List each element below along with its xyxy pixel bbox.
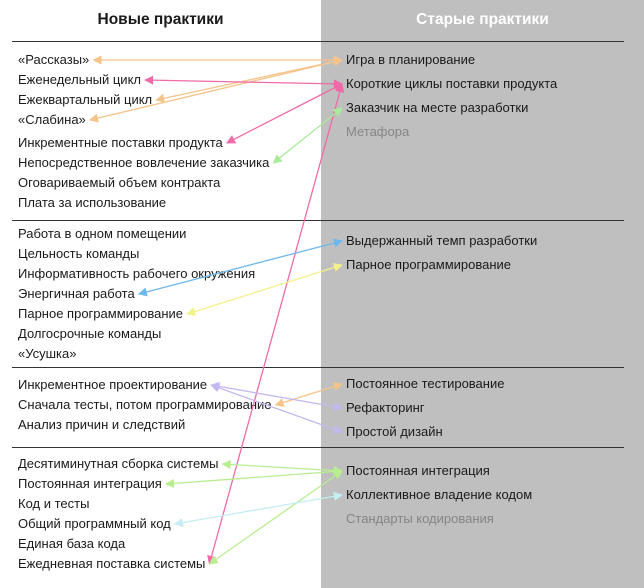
connection-arrow (187, 265, 342, 314)
old-practice-item: Постоянное тестирование (346, 376, 505, 391)
new-practice-item: Общий программный код (18, 516, 171, 531)
new-practice-item: Инкрементное проектирование (18, 377, 208, 392)
old-practice-item: Стандарты кодирования (346, 511, 494, 526)
new-practice-item: Десятиминутная сборка системы (18, 456, 219, 471)
old-practice-item: Игра в планирование (346, 52, 476, 67)
new-practice-item: Анализ причин и следствий (18, 417, 186, 432)
connection-arrow (209, 84, 342, 564)
new-practice-item: Работа в одном помещении (18, 226, 187, 241)
old-practices-header: Старые практики (416, 11, 549, 28)
new-practice-item: Сначала тесты, потом программирование (18, 397, 272, 412)
old-practice-item: Метафора (346, 124, 410, 139)
new-practice-item: Цельность команды (18, 246, 140, 261)
old-practice-item: Заказчик на месте разработки (346, 100, 529, 115)
new-practice-item: Ежедневная поставка системы (18, 556, 206, 571)
new-practice-item: Информативность рабочего окружения (18, 266, 256, 281)
new-practice-item: Энергичная работа (18, 286, 135, 301)
connection-arrow (139, 241, 342, 294)
old-practice-item: Простой дизайн (346, 424, 443, 439)
new-practice-item: Долгосрочные команды (18, 326, 162, 341)
new-practices-header: Новые практики (97, 11, 224, 28)
old-practice-item: Парное программирование (346, 257, 512, 272)
new-practice-item: Парное программирование (18, 306, 184, 321)
connection-arrow (211, 385, 342, 432)
old-practice-item: Коллективное владение кодом (346, 487, 533, 502)
connection-arrow (222, 464, 342, 471)
connection-arrow (209, 471, 342, 564)
old-practice-item: Выдержанный темп разработки (346, 233, 538, 248)
old-practice-item: Постоянная интеграция (346, 463, 490, 478)
new-practice-item: Оговариваемый объем контракта (18, 175, 221, 190)
new-practice-item: Постоянная интеграция (18, 476, 162, 491)
old-practice-item: Короткие циклы поставки продукта (346, 76, 558, 91)
connection-arrow (273, 108, 342, 163)
new-practice-item: Ежеквартальный цикл (18, 92, 153, 107)
connection-arrow (90, 60, 342, 120)
new-practice-item: Инкрементные поставки продукта (18, 135, 223, 150)
new-practice-item: Еженедельный цикл (18, 72, 141, 87)
new-practice-item: «Усушка» (18, 346, 77, 361)
new-practice-item: «Рассказы» (18, 52, 90, 67)
new-practice-item: Код и тесты (18, 496, 90, 511)
connection-arrow (166, 471, 342, 484)
old-practice-item: Рефакторинг (346, 400, 425, 415)
new-practice-item: Непосредственное вовлечение заказчика (18, 155, 270, 170)
new-practice-item: Плата за использование (18, 195, 167, 210)
new-practice-item: Единая база кода (18, 536, 126, 551)
connection-arrow (227, 84, 342, 143)
new-practice-item: «Слабина» (18, 112, 86, 127)
connection-arrow (175, 495, 342, 524)
